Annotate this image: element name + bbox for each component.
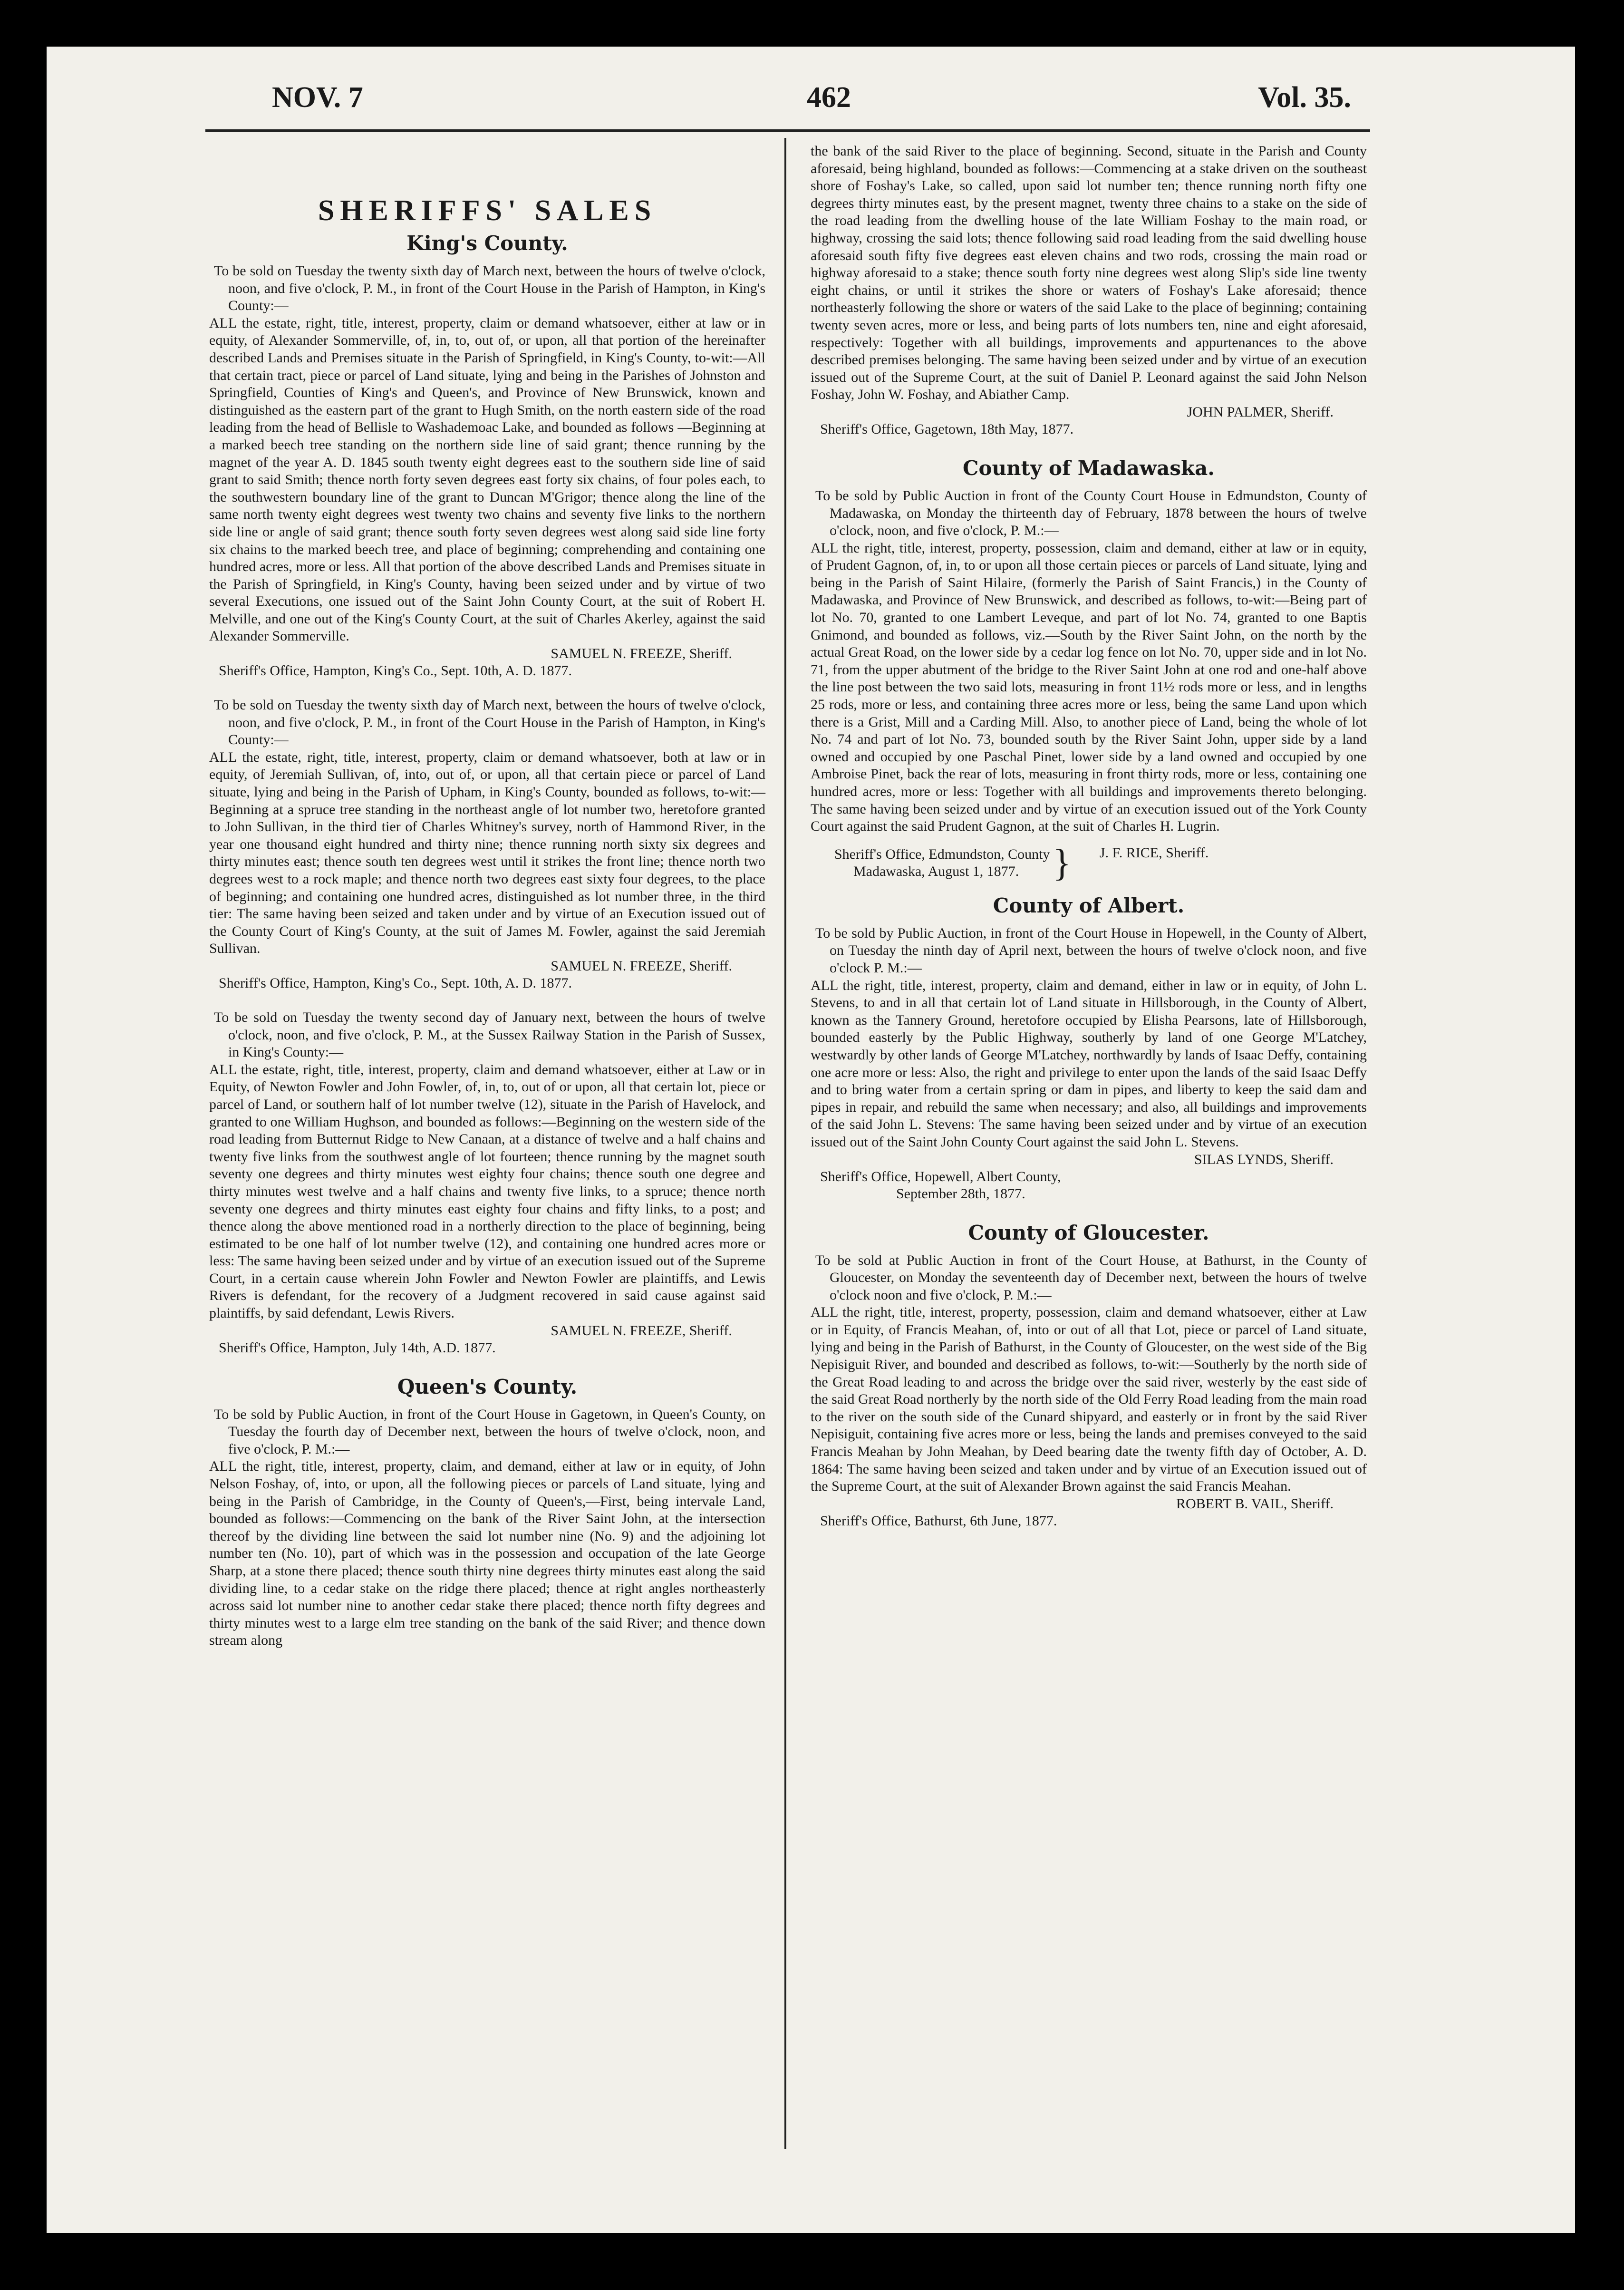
notice-body: ALL the estate, right, title, interest, property, claim or demand whatsoever, either at law or in equity, of Alexander Sommerville, of, in, to, out of, or upon, all that portion of the hereinafter described Lands and Premises situate in the Parish of Springfield, in King's County, to-wit:—All that certain tract, piece or parcel of Land situate, lying and being in the Parishes of Johnston and Springfield, Counties of King's and Queen's, and Province of New Brunswick, known and distinguished as the eastern part of the grant to Hugh Smith, on the north eastern side of the road leading from the head of Bellisle to Washademoac Lake, and bounded as follows —Beginning at a marked beech tree standing on the northern side line of said grant; thence running by the magnet of the year A. D. 1845 south twenty eight degrees east to the southern side line of said grant to said Smith; thence north forty seven degrees east forty six chains, of four poles each, to the southwestern boundary line of the grant to Duncan M'Grigor; thence along the line of the same north twenty eight degrees west twenty two chains and seventy five links to the northern side line or angle of said grant; thence south forty seven degrees west along said side line forty six chains to the marked beech tree, and place of beginning; comprehending and containing one hundred acres, more or less. All that portion of the above described Lands and Premises situate in the Parish of Springfield, in King's County, having been seized under and by virtue of two several Executions, one issued out of the Saint John County Court, at the suit of Robert H. Melville, and one out of the King's County Court, at the suit of Charles Akerley, against the said Alexander Sommerville. xyxy=(209,315,765,644)
gloucester-county-heading: County of Gloucester. xyxy=(968,1221,1209,1244)
notice-intro: To be sold by Public Auction, in front of the Court House in Hopewell, in the County of Albert, on Tuesday the ninth day of April next, between the hours of twelve o'clock noon, and five o'clock P. M.:— xyxy=(815,925,1367,976)
sheriff-office: Sheriff's Office, Gagetown, 18th May, 1877. xyxy=(820,421,1074,437)
notice-body: ALL the right, title, interest, property, possession, claim and demand, either at law or in equity, of Prudent Gagnon, of, in, to or upon all those certain pieces or parcels of Land situate, lying and being in the Parish of Saint Hilaire, (formerly the Parish of Saint Francis,) in the County of Madawaska, and Province of New Brunswick, and described as follows, to-wit:—Being part of lot No. 70, granted to one Lambert Leveque, and part of lot No. 74, granted to one Baptis Gnimond, and bounded as follows, viz.—South by the River Saint John, on the north by the actual Great Road, on the lower side by a cedar log fence on lot No. 70, upper side and in lot No. 71, from the upper abutment of the bridge to the River Saint John at one rod and one-half above the line post between the two said lots, measuring in front 11½ rods more or less, and in lengths 25 rods, more or less, and containing three acres more or less, being the same Land upon which there is a Grist, Mill and a Carding Mill. Also, to another piece of Land, being the whole of lot No. 74 and part of lot No. 73, bounded south by the River Saint John, upper side by a land owned and occupied by one Paschal Pinet, lower side by a land owned and occupied by one Ambroise Pinet, back the rear of lots, measuring in front thirty rods, more or less, containing one hundred acres, more or less: Together with all buildings and improvements thereto belonging. The same having been seized under and by virtue of an execution issued out of the York County Court against the said Prudent Gagnon, at the suit of Charles H. Lugrin. xyxy=(811,540,1367,834)
header-rule xyxy=(205,129,1370,132)
column-divider xyxy=(784,138,786,2149)
notice-intro: To be sold by Public Auction in front of the County Court House in Edmundston, County of Madawaska, on Monday the thirteenth day of February, 1878 between the hours of twelve o'clock, noon, and five o'clock, P. M.:— xyxy=(815,487,1367,539)
kings-notice-sommerville xyxy=(209,262,765,679)
queens-notice-foshay xyxy=(209,1406,765,1650)
left-column xyxy=(209,143,765,1650)
sheriff-office-date: September 28th, 1877. xyxy=(896,1185,1025,1202)
notice-intro: To be sold on Tuesday the twenty second day of January next, between the hours of twelve o'clock, noon, and five o'clock, P. M., at the Sussex Railway Station in the Parish of Sussex, in King's County:— xyxy=(214,1009,765,1060)
gloucester-notice-meahan xyxy=(811,1252,1367,1530)
sheriff-signature: JOHN PALMER, Sheriff. xyxy=(1187,404,1334,420)
notice-body: ALL the estate, right, title, interest, property, claim and demand whatsoever, either at Law or in Equity, of Newton Fowler and John Fowler, of, in, to, out of or upon, all that certain lot, piece or parcel of Land, or southern half of lot number twelve (12), situate in the Parish of Havelock, and granted to one William Hughson, and bounded as follows:—Beginning on the western side of the road leading from Butternut Ridge to New Canaan, at a distance of twelve and a half chains and twenty five links from the southwest angle of lot fourteen; thence running by the magnet south seventy one degrees and thirty minutes west eighty four chains; thence south one degree and thirty minutes west twelve and a half chains and twenty five links, to a spruce; thence north seventy one degrees and thirty minutes east eighty four chains and fifty links, to a post; and thence along the above mentioned road in a northerly direction to the place of beginning, being estimated to be one half of lot number twelve (12), and containing one hundred acres more or less: The same having been seized under and by virtue of an execution issued out of the Supreme Court, in a certain cause wherein John Fowler and Newton Fowler are plaintiffs, and Lewis Rivers is defendant, for the recovery of a Judgment recovered in said cause against said plaintiffs, by said defendant, Lewis Rivers. xyxy=(209,1061,765,1321)
notice-intro: To be sold at Public Auction in front of the Court House, at Bathurst, in the County of Gloucester, on Monday the seventeenth day of December next, between the hours of twelve o'clock noon and five o'clock, P. M.:— xyxy=(815,1252,1367,1303)
kings-notice-sullivan xyxy=(209,697,765,992)
albert-notice-stevens xyxy=(811,925,1367,1203)
issue-date: NOV. 7 xyxy=(272,81,363,114)
sheriff-signature: ROBERT B. VAIL, Sheriff. xyxy=(1176,1495,1334,1512)
sheriff-signature: SAMUEL N. FREEZE, Sheriff. xyxy=(551,958,732,974)
sheriff-signature: SAMUEL N. FREEZE, Sheriff. xyxy=(551,1322,732,1339)
albert-county-heading: County of Albert. xyxy=(993,893,1185,917)
queens-notice-foshay-continued xyxy=(811,143,1367,438)
page-number: 462 xyxy=(807,81,851,114)
sheriff-signature: J. F. RICE, Sheriff. xyxy=(1099,845,1209,861)
notice-body: ALL the right, title, interest, property, claim, and demand, either at law or in equity, of John Nelson Foshay, of, into, or upon, all the following pieces or parcels of Land situate, lying and being in the Parish of Cambridge, in the County of Queen's,—First, being intervale Land, bounded as follows:—Commencing on the bank of the River Saint John, at the intersection thereof by the dividing line between the said lot number nine (No. 9) and the adjoining lot number ten (No. 10), part of which was in the possession and occupation of the late George Sharp, at a stone there placed; thence south thirty nine degrees thirty minutes east along the said dividing line, to a cedar stake on the ridge there placed; thence at right angles northeasterly across said lot number nine to another cedar stake there placed; thence north fifty degrees and thirty minutes west to a large elm tree standing on the bank of the said River; and thence down stream along xyxy=(209,1458,765,1649)
sheriff-office: Sheriff's Office, Hampton, King's Co., Sept. 10th, A. D. 1877. xyxy=(219,663,572,679)
queens-county-heading: Queen's County. xyxy=(397,1375,578,1398)
madawaska-office-block xyxy=(811,842,1367,884)
right-column xyxy=(811,143,1367,1547)
sheriff-signature: SILAS LYNDS, Sheriff. xyxy=(1194,1151,1334,1167)
kings-county-heading: King's County. xyxy=(406,232,568,255)
brace-glyph: } xyxy=(1053,842,1071,884)
sheriff-signature: SAMUEL N. FREEZE, Sheriff. xyxy=(551,646,732,662)
page-header xyxy=(205,81,1370,128)
kings-notice-fowler xyxy=(209,1009,765,1357)
page-title: SHERIFFS' SALES xyxy=(318,194,657,227)
sheriff-office: Sheriff's Office, Hampton, King's Co., Sept. 10th, A. D. 1877. xyxy=(219,975,572,991)
sheriff-office: Sheriff's Office, Hampton, July 14th, A.D. 1877. xyxy=(219,1339,496,1356)
sheriff-office: Sheriff's Office, Bathurst, 6th June, 1877. xyxy=(820,1513,1057,1529)
notice-body: ALL the estate, right, title, interest, property, claim or demand whatsoever, both at law or in equity, of Jeremiah Sullivan, of, into, out of, or upon, all that certain piece or parcel of Land situate, lying and being in the Parish of Upham, in King's County, bounded as follows, to-wit:—Beginning at a spruce tree standing in the northeast angle of lot number two, heretofore granted to John Sullivan, in the third tier of Charles Whitney's survey, north of Hammond River, in the year one thousand eight hundred and thirty nine; thence running north sixty six degrees and thirty minutes east; thence south ten degrees west until it strikes the front line; thence north two degrees west to a rock maple; and thence north two degrees east sixty four degrees, to the place of beginning; and containing one hundred acres, distinguished as lot number three, in the third tier: The same having been seized and taken under and by virtue of an Execution issued out of the County Court of King's County, at the suit of James M. Fowler, against the said Jeremiah Sullivan. xyxy=(209,749,765,957)
volume-number: Vol. 35. xyxy=(1258,81,1351,114)
notice-body: the bank of the said River to the place of beginning. Second, situate in the Parish and County aforesaid, being highland, bounded as follows:—Commencing at a stake driven on the southeast shore of Foshay's Lake, so called, upon said lot number ten; thence running north fifty one degrees thirty minutes east, by the present magnet, twenty three chains to a stake on the side of the road leading from the dwelling house of the late William Foshay to the main road, or highway, crossing the said lots; thence following said road leading from the said dwelling house aforesaid south fifty five degrees east eleven chains and two rods, crossing the main road or highway aforesaid to a stake; thence south forty nine degrees west along Slip's side line twenty eight chains, or until it strikes the shore or waters of Foshay's Lake aforesaid; thence northeasterly following the shore or waters of the said Lake to the place of beginning; containing twenty seven acres, more or less, and being parts of lots numbers ten, nine and eight aforesaid, respectively: Together with all buildings, improvements and appurtenances to the above described premises belonging. The same having been seized under and by virtue of an execution issued out of the Supreme Court, at the suit of Daniel P. Leonard against the said John Nelson Foshay, John W. Foshay, and Abiather Camp. xyxy=(811,143,1367,403)
madawaska-county-heading: County of Madawaska. xyxy=(963,456,1215,480)
sheriff-office: Sheriff's Office, Edmundston, County xyxy=(834,846,1050,862)
madawaska-notice-gagnon xyxy=(811,487,1367,884)
notice-intro: To be sold on Tuesday the twenty sixth day of March next, between the hours of twelve o'clock, noon, and five o'clock, P. M., in front of the Court House in the Parish of Hampton, in King's County:— xyxy=(214,263,765,314)
notice-intro: To be sold by Public Auction, in front of the Court House in Gagetown, in Queen's County, on Tuesday the fourth day of December next, between the hours of twelve o'clock, noon, and five o'clock, P. M.:— xyxy=(214,1406,765,1457)
sheriff-office: Sheriff's Office, Hopewell, Albert County, xyxy=(820,1168,1061,1184)
notice-intro: To be sold on Tuesday the twenty sixth day of March next, between the hours of twelve o'clock, noon, and five o'clock, P. M., in front of the Court House in the Parish of Hampton, in King's County:— xyxy=(214,697,765,748)
notice-body: ALL the right, title, interest, property, possession, claim and demand whatsoever, either at Law or in Equity, of Francis Meahan, of, into or out of all that Lot, piece or parcel of Land situate, lying and being in the Parish of Bathurst, in the County of Gloucester, on the west side of the Big Nepisiguit River, and bounded and described as follows, to-wit:—Southerly by the north side of the Great Road leading to and across the bridge over the said river, westerly by the east side of the said Great Road northerly by the north side of the Old Ferry Road leading from the main road to the river on the south side of the Cunard shipyard, and easterly or in front by the said River Nepisiguit, containing five acres more or less, being the lands and premises conveyed to the said Francis Meahan by John Meahan, by Deed bearing date the twenty fifth day of October, A. D. 1864: The same having been seized and taken under and by virtue of an Execution issued out of the Supreme Court, at the suit of Alexander Brown against the said Francis Meahan. xyxy=(811,1304,1367,1494)
notice-body: ALL the right, title, interest, property, claim and demand, either in law or in equity, of John L. Stevens, to and in all that certain lot of Land situate in Hillsborough, in the County of Albert, known as the Tannery Ground, heretofore occupied by Elisha Pearsons, late of Hillsborough, bounded easterly by the Public Highway, southerly by land of one George M'Latchey, westwardly by other lands of George M'Latchey, northwardly by lands of Isaac Deffy, containing one acre more or less: Also, the right and privilege to enter upon the lands of the said Isaac Deffy and to bring water from a certain spring or dam in pipes, and liberty to keep the said dam and pipes in repair, and rebuild the same when necessary; and also, all buildings and improvements of the said John L. Stevens: The same having been seized under and by virtue of an execution issued out of the Saint John County Court against the said John L. Stevens. xyxy=(811,977,1367,1150)
sheriff-office-date: Madawaska, August 1, 1877. xyxy=(853,863,1019,879)
